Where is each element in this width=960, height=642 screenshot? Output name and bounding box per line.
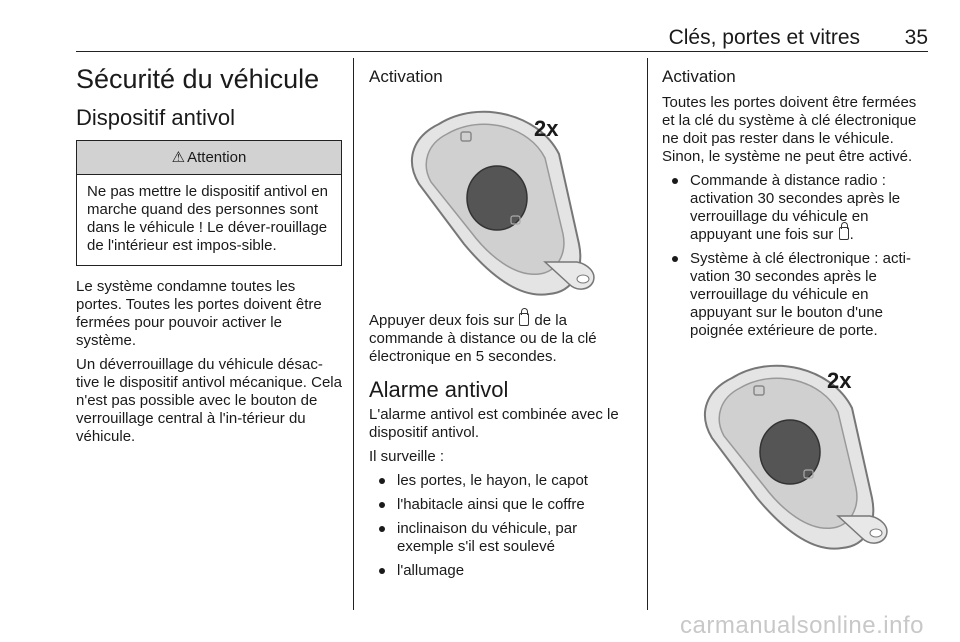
column-divider [647, 58, 648, 610]
watermark: carmanualsonline.info [680, 612, 924, 639]
column-divider [353, 58, 354, 610]
warning-triangle-icon: ⚠ [171, 149, 186, 166]
attention-text: Ne pas mettre le dispositif antivol en marche quand des personnes sont dans le véhicule ! Le déver-rouillage de l'intérieur est impos-sible. [87, 183, 328, 254]
column-right [662, 58, 928, 558]
activation-heading: Activation [369, 67, 443, 86]
list-item: Système à clé électronique : acti-vation 30 secondes après le verrouillage du véhicule en appuyant sur le bouton d'une poignée extérieure de porte. [662, 250, 928, 340]
caption: Appuyer deux fois sur de la commande à distance ou de la clé électronique en 5 secondes. [369, 312, 597, 365]
page-title: Sécurité du véhicule [76, 64, 320, 94]
paragraph: Le système condamne toutes les portes. Toutes les portes doivent être fermées pour pouvoir activer le système. [76, 278, 322, 349]
column-middle [369, 58, 632, 580]
section-heading: Dispositif antivol [76, 105, 235, 130]
activation-heading: Activation [662, 67, 736, 86]
attention-box [76, 140, 342, 266]
key-fob-figure [662, 348, 928, 558]
paragraph: L'alarme antivol est combinée avec le dispositif antivol. [369, 406, 619, 441]
page-number: 35 [904, 26, 928, 49]
lock-icon [839, 227, 849, 240]
list-item: l'allumage [369, 562, 632, 580]
section-title: Clés, portes et vitres [668, 26, 860, 49]
list-item: inclinaison du véhicule, par exemple s'il est soulevé [369, 520, 632, 556]
list-item: Commande à distance radio : activation 30 secondes après le verrouillage du véhicule en appuyant une fois sur . [662, 172, 928, 244]
monitor-list [369, 472, 632, 580]
key-fob-figure [369, 94, 632, 306]
press-count-label: 2x [534, 116, 559, 141]
column-left [76, 58, 342, 446]
paragraph: Un déverrouillage du véhicule désac-tive le dispositif antivol mécanique. Cela n'est pas possible avec le bouton de verrouillage central à l'in-térieur du véhicule. [76, 356, 342, 445]
attention-header [77, 141, 341, 175]
alarm-heading: Alarme antivol [369, 377, 509, 402]
page-header [76, 22, 928, 52]
key-fob-illustration [412, 112, 594, 295]
press-count-label: 2x [827, 368, 852, 393]
list-item: l'habitacle ainsi que le coffre [369, 496, 632, 514]
paragraph: Toutes les portes doivent être fermées et la clé du système à clé électronique ne doit pas rester dans le véhicule. Sinon, le système ne peut être activé. [662, 94, 917, 165]
list-item: les portes, le hayon, le capot [369, 472, 632, 490]
key-fob-illustration [705, 366, 887, 549]
activation-list [662, 172, 928, 340]
lock-icon [519, 313, 529, 326]
monitor-intro: Il surveille : [369, 448, 445, 465]
attention-label: Attention [187, 149, 247, 166]
